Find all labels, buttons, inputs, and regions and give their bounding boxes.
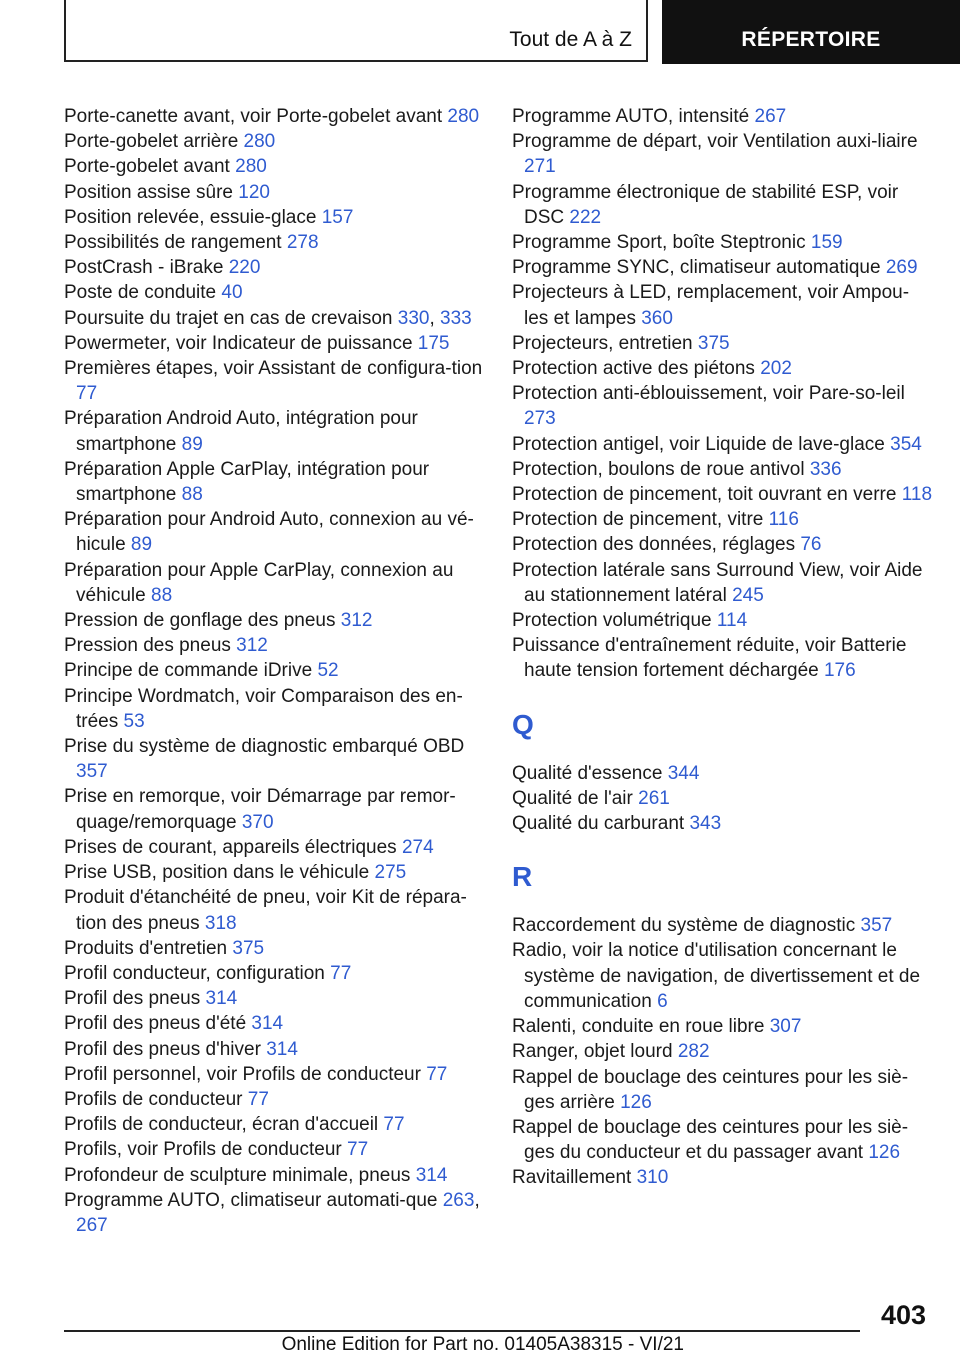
page-reference-link[interactable]: 77	[426, 1063, 448, 1085]
page-reference-link[interactable]: 53	[123, 710, 145, 732]
page-reference-link[interactable]: 267	[76, 1214, 108, 1236]
index-entry	[512, 356, 932, 381]
page-reference-link[interactable]: 77	[247, 1088, 269, 1110]
index-entry-text: Profil des pneus d'hiver	[64, 1038, 267, 1060]
index-entry-text: Porte-gobelet arrière	[64, 131, 244, 153]
index-entry	[64, 180, 484, 205]
index-entry-text: Préparation pour Apple CarPlay, connexion au véhicule	[64, 559, 454, 606]
page-reference-link[interactable]: 336	[809, 458, 842, 480]
index-entry-text: PostCrash - iBrake	[64, 257, 229, 279]
page-reference-link[interactable]: 357	[76, 761, 108, 783]
page-reference-link[interactable]: 280	[243, 131, 276, 153]
index-entry-text: Qualité de l'air	[512, 787, 639, 809]
index-entry-text: Programme de départ, voir Ventilation auxi-liaire	[512, 131, 918, 153]
index-entry-text: Qualité du carburant	[512, 813, 690, 835]
index-entry-text: Qualité d'essence	[512, 762, 668, 784]
index-entry-text: Programme Sport, boîte Steptronic	[512, 232, 811, 254]
index-entry-text: Ranger, objet lourd	[512, 1041, 678, 1063]
page-reference-link[interactable]: 280	[447, 106, 480, 127]
index-entry-text: Protection de pincement, vitre	[512, 509, 769, 531]
index-entry	[512, 913, 932, 938]
index-entry-text: Ravitaillement	[512, 1167, 637, 1189]
index-entry-text: Profil des pneus d'été	[64, 1013, 252, 1035]
page-reference-link[interactable]: 261	[638, 787, 670, 809]
index-entry	[512, 633, 932, 683]
section-letter-heading: Q	[512, 708, 534, 740]
page-reference-link[interactable]: 88	[181, 484, 203, 506]
page-reference-link[interactable]: 282	[677, 1041, 710, 1063]
index-entry-text: Raccordement du système de diagnostic	[512, 915, 861, 937]
page-reference-link[interactable]: 176	[823, 660, 856, 682]
index-entry-text: Produits d'entretien	[64, 937, 233, 959]
footer-rule	[64, 1330, 860, 1332]
page-reference-link[interactable]: 375	[232, 937, 265, 959]
index-entry	[64, 1163, 484, 1188]
index-entry	[64, 104, 484, 129]
index-entry	[64, 608, 484, 633]
index-entry-text: Programme AUTO, intensité	[512, 106, 755, 127]
page-reference-link[interactable]: 126	[868, 1142, 901, 1164]
page-reference-link[interactable]: 245	[732, 584, 764, 606]
index-entry-text: Position relevée, essuie-glace	[64, 206, 322, 228]
section-letter-heading: R	[512, 861, 533, 893]
page-reference-link[interactable]: 314	[205, 988, 238, 1010]
page-number: 403	[880, 1300, 926, 1330]
index-column-right	[512, 104, 932, 1191]
index-entry	[64, 331, 484, 356]
page-reference-link[interactable]: 263	[442, 1189, 475, 1211]
index-entry	[64, 658, 484, 683]
index-entry	[64, 1011, 484, 1036]
page-reference-link[interactable]: 77	[347, 1139, 369, 1161]
page-reference-link[interactable]: 280	[235, 156, 267, 178]
index-entry	[64, 961, 484, 986]
index-entry-text: Protection antigel, voir Liquide de lave-glace	[512, 433, 891, 455]
index-entry	[64, 406, 484, 456]
index-entry	[64, 633, 484, 658]
page-reference-link[interactable]: 310	[636, 1167, 669, 1189]
index-entry-text: Projecteurs à LED, remplacement, voir Ampou-les et lampes	[512, 282, 910, 329]
index-entry	[512, 1065, 932, 1115]
index-entry	[512, 280, 932, 330]
index-entry-text: Prise USB, position dans le véhicule	[64, 862, 375, 884]
page-reference-link[interactable]: 271	[524, 156, 556, 178]
index-entry	[64, 936, 484, 961]
page-reference-link[interactable]: 273	[524, 408, 556, 430]
index-entry	[64, 1112, 484, 1137]
index-entry	[64, 1062, 484, 1087]
index-entry	[64, 860, 484, 885]
index-entry	[512, 104, 932, 129]
index-entry	[512, 532, 932, 557]
index-entry	[512, 432, 932, 457]
index-entry-text: Profil conducteur, configuration	[64, 962, 331, 984]
page-reference-link[interactable]: 370	[241, 811, 274, 833]
header-left-box	[64, 0, 648, 62]
index-entry	[64, 885, 484, 935]
index-entry	[64, 684, 484, 734]
index-entry	[64, 457, 484, 507]
page-reference-link[interactable]: 77	[383, 1114, 405, 1136]
page-reference-link[interactable]: 375	[697, 332, 730, 354]
index-entry-text: Principe de commande iDrive	[64, 660, 318, 682]
page-reference-link[interactable]: 274	[401, 836, 434, 858]
index-column-left	[64, 104, 484, 1238]
index-entry-text: Protection active des piétons	[512, 358, 761, 380]
index-entry-text: Porte-gobelet avant	[64, 156, 236, 178]
page-reference-link[interactable]: 40	[221, 282, 243, 304]
index-entry	[64, 356, 484, 406]
page-reference-link[interactable]: 267	[754, 106, 787, 127]
index-entry-text: Radio, voir la notice d'utilisation concernant le système de navigation, de divertissement et de communication	[512, 940, 921, 1012]
index-entry-text: Rappel de bouclage des ceintures pour les siè-ges arrière	[512, 1066, 909, 1113]
footer-text: Online Edition for Part no. 01405A38315 - VI/21	[281, 1334, 684, 1355]
index-entry	[512, 761, 932, 786]
page-reference-link[interactable]: 222	[569, 206, 602, 228]
index-entry	[512, 381, 932, 431]
index-entry-text: Puissance d'entraînement réduite, voir Batterie haute tension fortement déchargée	[512, 635, 907, 682]
page-reference-link[interactable]: 312	[236, 635, 268, 657]
index-entry	[64, 255, 484, 280]
page-reference-link[interactable]: 52	[317, 660, 339, 682]
index-entry	[512, 457, 932, 482]
page-reference-link[interactable]: 333	[440, 307, 472, 329]
index-entry: Poursuite du trajet en cas de crevaison 330, 333	[64, 307, 472, 329]
index-entry-text: Powermeter, voir Indicateur de puissance	[64, 332, 418, 354]
index-entry-text: Pression de gonflage des pneus	[64, 610, 341, 632]
index-entry-text: Protection latérale sans Surround View, voir Aide au stationnement latéral	[512, 559, 923, 606]
page-reference-link[interactable]: 175	[417, 332, 450, 354]
index-entry	[64, 986, 484, 1011]
index-entry-text: Ralenti, conduite en roue libre	[512, 1016, 770, 1038]
index-entry-text: Préparation Apple CarPlay, intégration pour smartphone	[64, 458, 430, 506]
index-entry-text: Préparation Android Auto, intégration pour smartphone	[64, 408, 418, 455]
index-entry	[512, 938, 932, 1014]
index-entry-text: Poursuite du trajet en cas de crevaison	[64, 307, 398, 329]
index-entry-text: Programme AUTO, climatiseur automati-que	[64, 1189, 443, 1211]
index-entry	[64, 1087, 484, 1112]
page-reference-link[interactable]: 278	[286, 232, 319, 254]
page-reference-link[interactable]: 202	[760, 358, 792, 380]
page-reference-link[interactable]: 120	[238, 181, 270, 203]
index-entry	[512, 331, 932, 356]
index-entry	[64, 280, 484, 305]
page-reference-link[interactable]: 344	[667, 762, 700, 784]
index-entry	[64, 1137, 484, 1162]
page-reference-link[interactable]: 88	[151, 584, 173, 606]
index-entry	[64, 784, 484, 834]
index-entry-text: Profils, voir Profils de conducteur	[64, 1139, 348, 1161]
page-reference-link[interactable]: 269	[885, 257, 918, 279]
index-entry	[512, 507, 932, 532]
index-entry-text: Protection des données, réglages	[512, 534, 801, 556]
index-entry	[512, 608, 932, 633]
index-entry-text: Premières étapes, voir Assistant de configura-tion	[64, 358, 483, 380]
index-entry	[64, 205, 484, 230]
index-entry	[64, 129, 484, 154]
page-reference-link[interactable]: 157	[321, 206, 354, 228]
index-entry	[64, 1037, 484, 1062]
page-reference-link[interactable]: 314	[251, 1013, 284, 1035]
page-reference-link[interactable]: 275	[374, 862, 407, 884]
page-reference-link[interactable]: 312	[340, 610, 373, 632]
index-entry-text: Position assise sûre	[64, 181, 239, 203]
index-entry	[512, 482, 932, 507]
index-entry: Programme AUTO, climatiseur automati-que 263, 267	[64, 1189, 480, 1236]
index-entry	[64, 734, 484, 784]
page-reference-link[interactable]: 118	[901, 484, 933, 506]
page-reference-link[interactable]: 343	[689, 813, 722, 835]
index-entry	[512, 1165, 932, 1190]
index-entry-text: Poste de conduite	[64, 282, 222, 304]
index-entry-text: Principe Wordmatch, voir Comparaison des en-trées	[64, 685, 463, 732]
index-entry-text: Profils de conducteur	[64, 1088, 248, 1110]
index-entry-text: Programme électronique de stabilité ESP, voir DSC	[512, 181, 899, 228]
page-reference-link[interactable]: 318	[204, 912, 237, 934]
index-entry	[64, 558, 484, 608]
index-entry-text: Prises de courant, appareils électriques	[64, 836, 402, 858]
index-entry	[512, 558, 932, 608]
index-entry-text: Possibilités de rangement	[64, 232, 287, 254]
index-entry	[64, 230, 484, 255]
index-entry-text: Prise en remorque, voir Démarrage par remor-quage/remorquage	[64, 786, 456, 833]
index-entry-text: Profil des pneus	[64, 988, 206, 1010]
index-entry-text: Profils de conducteur, écran d'accueil	[64, 1114, 384, 1136]
header-section-tab	[662, 0, 960, 64]
index-entry	[512, 1039, 932, 1064]
page-reference-link[interactable]: 77	[76, 383, 98, 405]
index-entry-text: Programme SYNC, climatiseur automatique	[512, 257, 886, 279]
index-entry-text: Projecteurs, entretien	[512, 332, 698, 354]
page-reference-link[interactable]: 77	[330, 962, 352, 984]
index-entry-text: Préparation pour Android Auto, connexion au vé-hicule	[64, 509, 474, 556]
index-entry	[64, 835, 484, 860]
index-entry-text: Protection de pincement, toit ouvrant en verre	[512, 484, 902, 506]
index-entry-text: Porte-canette avant, voir Porte-gobelet avant	[64, 106, 448, 127]
index-entry	[64, 507, 484, 557]
index-entry	[512, 1115, 932, 1165]
index-entry	[512, 129, 932, 179]
header-title: Tout de A à Z	[509, 28, 632, 51]
page-reference-link[interactable]: 76	[800, 534, 822, 556]
page-reference-link[interactable]: 159	[810, 232, 843, 254]
page-reference-link[interactable]: 307	[769, 1016, 802, 1038]
index-entry-text: Protection volumétrique	[512, 610, 717, 632]
page-reference-link[interactable]: 220	[228, 257, 261, 279]
index-entry	[512, 811, 932, 836]
index-entry	[512, 255, 932, 280]
page-reference-link[interactable]: 330	[397, 307, 430, 329]
page-reference-link[interactable]: 89	[181, 433, 203, 455]
index-entry-text: Profil personnel, voir Profils de conducteur	[64, 1063, 427, 1085]
page-reference-link[interactable]: 6	[657, 990, 668, 1012]
index-entry	[512, 230, 932, 255]
index-entry	[512, 180, 932, 230]
index-entry	[64, 154, 484, 179]
page-reference-link[interactable]: 89	[130, 534, 153, 556]
index-entry-text: Pression des pneus	[64, 635, 237, 657]
page-reference-link[interactable]: 114	[716, 610, 748, 632]
page-reference-link[interactable]: 126	[620, 1091, 652, 1113]
index-entry-text: Protection, boulons de roue antivol	[512, 458, 810, 480]
page-reference-link[interactable]: 354	[890, 433, 922, 455]
index-entry-text: Prise du système de diagnostic embarqué OBD	[64, 736, 465, 758]
index-entry-text: Protection anti-éblouissement, voir Pare-so-leil	[512, 383, 905, 405]
index-entry	[512, 1014, 932, 1039]
index-entry	[512, 786, 932, 811]
page-reference-link[interactable]: 357	[860, 915, 893, 937]
index-entry-text: Rappel de bouclage des ceintures pour les siè-ges du conducteur et du passager avant	[512, 1116, 909, 1164]
page-reference-link[interactable]: 314	[415, 1164, 448, 1186]
index-entry-text: Profondeur de sculpture minimale, pneus	[64, 1164, 416, 1186]
page-reference-link[interactable]: 360	[641, 307, 673, 329]
page-reference-link[interactable]: 116	[768, 509, 799, 531]
index-entry-text: Produit d'étanchéité de pneu, voir Kit de répara-tion des pneus	[64, 887, 467, 934]
header-section-label: RÉPERTOIRE	[741, 28, 881, 51]
page-reference-link[interactable]: 314	[266, 1038, 298, 1060]
